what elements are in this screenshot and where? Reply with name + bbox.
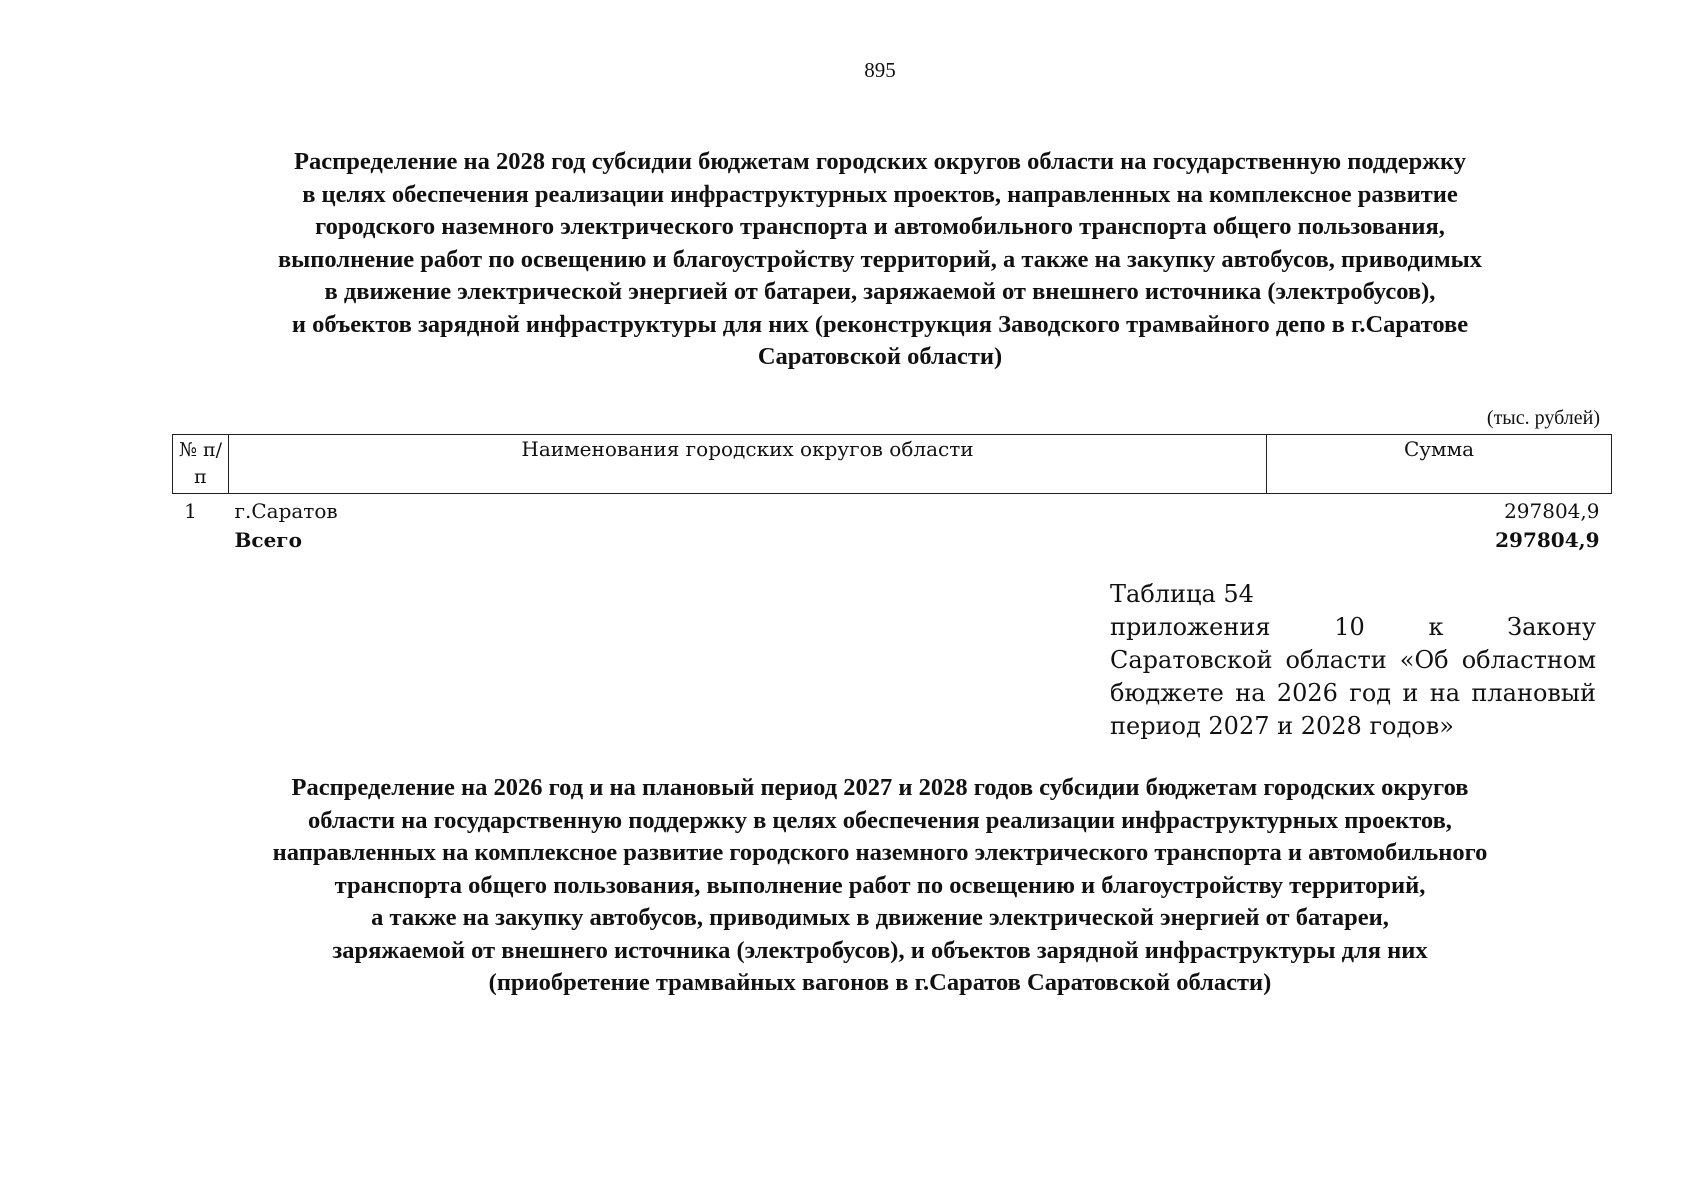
distribution-table xyxy=(172,434,1612,555)
title-line: транспорта общего пользования, выполнение работ по освещению и благоустройству территорий, xyxy=(334,871,1426,899)
title-line: в движение электрической энергией от батареи, заряжаемой от внешнего источника (электробусов), xyxy=(324,278,1436,305)
total-label: Всего xyxy=(234,528,302,552)
title-line: области на государственную поддержку в целях обеспечения реализации инфраструктурных проектов, xyxy=(308,806,1452,834)
units-label: (тыс. рублей) xyxy=(1486,407,1600,429)
title-line: выполнение работ по освещению и благоустройству территорий, а также на закупку автобусов, приводимых xyxy=(277,245,1483,273)
header-sum: Сумма xyxy=(1267,435,1612,494)
table-label: Таблица 54 xyxy=(1110,580,1254,608)
table-row xyxy=(173,494,1612,527)
total-sum: 297804,9 xyxy=(1495,528,1600,552)
title-line: (приобретение трамвайных вагонов в г.Саратов Саратовской области) xyxy=(488,969,1272,996)
section1-title xyxy=(170,146,1590,374)
title-line: и объектов зарядной инфраструктуры для них (реконструкция Заводского трамвайного депо в г.Саратове xyxy=(291,310,1469,338)
appendix-text: приложения 10 к Закону Саратовской области «Об областном бюджете на 2026 год и на плановый период 2027 и 2028 годов» xyxy=(1110,613,1596,740)
total-number-cell xyxy=(173,526,229,555)
row-number: 1 xyxy=(184,499,197,523)
header-number: № п/п xyxy=(173,435,229,494)
title-line: направленных на комплексное развитие городского наземного электрического транспорта и автомобильного xyxy=(272,839,1488,866)
title-line: заряжаемой от внешнего источника (электробусов), и объектов зарядной инфраструктуры для них xyxy=(332,936,1428,964)
table-total-row xyxy=(173,526,1612,555)
table-header-row xyxy=(173,435,1612,494)
title-line: Распределение на 2026 год и на плановый период 2027 и 2028 годов субсидии бюджетам городских округов xyxy=(291,774,1469,801)
title-line: Распределение на 2028 год субсидии бюджетам городских округов области на государственную поддержку xyxy=(294,148,1466,175)
title-line: в целях обеспечения реализации инфраструктурных проектов, направленных на комплексное развитие xyxy=(302,180,1458,208)
title-line: Саратовской области) xyxy=(757,343,1003,370)
row-sum: 297804,9 xyxy=(1504,499,1600,523)
page-number: 895 xyxy=(864,58,896,82)
appendix-reference xyxy=(1110,578,1596,743)
section2-title xyxy=(170,772,1590,1000)
title-line: а также на закупку автобусов, приводимых в движение электрической энергией от батареи, xyxy=(371,904,1389,931)
title-line: городского наземного электрического транспорта и автомобильного транспорта общего пользования, xyxy=(315,213,1445,240)
row-name: г.Саратов xyxy=(234,499,338,523)
header-name: Наименования городских округов области xyxy=(229,435,1267,494)
